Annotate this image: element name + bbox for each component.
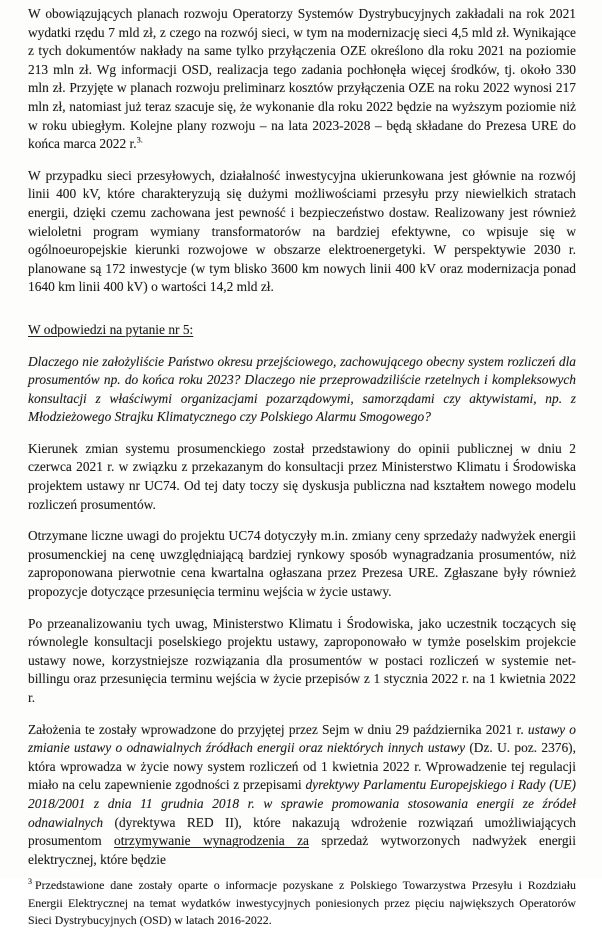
text-segment: W obowiązujących planach rozwoju Operatorzy Systemów Dystrybucyjnych zakładali na rok 2021 wydatki rzędu 7 mld zł, z czego na rozwój sieci, w tym na modernizację sieci 4,5 mld zł. Wynikające z tych dokumentów nakłady na same tylko przyłączenia OZE określono dla roku 2021 na poziomie 213 mln zł. Wg informacji OSD, realizacja tego zadania pochłonęła więcej środków, tj. około 330 mln zł. Przyjęte w planach rozwoju preliminarz kosztów przyłączenia OZE na roku 2022 wynosi 217 mln zł, natomiast już teraz szacuje się, że wykonanie dla roku 2022 będzie na wyższym poziomie niż w roku ubiegłym. Kolejne plany rozwoju – na lata 2023-2028 – będą składane do Prezesa URE do końca marca 2022 r. [28, 6, 576, 152]
text-segment: Założenia te zostały wprowadzone do przyjętej przez Sejm w dniu 29 października 2021 r. [28, 721, 528, 737]
paragraph-uc74-comments [28, 527, 576, 601]
text-segment: W przypadku sieci przesyłowych, działalność inwestycyjna ukierunkowana jest głównie na rozwój linii 400 kV, które charakteryzują się dużymi możliwościami przesyłu przy niewielkich stratach energii, dzięki czemu zachowana jest pewność i bezpieczeństwo dostaw. Realizowany jest również wieloletni program wymiany transformatorów na bardziej efektywne, co wpisuje się w ogólnoeuropejskie kierunki rozwojowe w obszarze elektroenergetyki. W perspektywie 2030 r. planowane są 172 inwestycje (w tym blisko 3600 km nowych linii 400 kV oraz modernizacja ponad 1640 km linii 400 kV) o wartości 14,2 mld zł. [28, 167, 576, 295]
paragraph-question-5-quote [28, 353, 576, 427]
paragraph-osd-investment-plans [28, 5, 576, 154]
text-segment: Dlaczego nie założyliście Państwo okresu przejściowego, zachowującego obecny system rozliczeń dla prosumentów np. do końca roku 2023? Dlaczego nie przeprowadziliście rzetelnych i kompleksowych konsultacji z właściwymi organizacjami pozarządowymi, samorządami czy aktywistami, np. z Młodzieżowego Strajku Klimatycznego czy Polskiego Alarmu Smogowego? [28, 353, 576, 425]
text-segment: (dyrektywa RED II), które nakazują wdrożenie rozwiązań umożliwiających prosumentom [28, 814, 576, 849]
footnote-3 [28, 877, 576, 929]
text-segment: sprzedaż wytworzonych nadwyżek energii elektrycznej, które będzie [28, 833, 576, 867]
text-segment: W odpowiedzi na pytanie nr 5: [28, 321, 194, 337]
footnote-text: Przedstawione dane zostały oparte o informacje pozyskane z Polskiego Towarzystwa Przesyłu i Rozdziału Energii Elektrycznej na temat wydatków inwestycyjnych poniesionych przez pięciu największych Operatorów Sieci Dystrybucyjnych (OSD) w latach 2016-2022. [28, 878, 576, 927]
paragraph-sejm-act-net-billing [28, 721, 576, 870]
text-segment: (Dz. U. poz. 2376), która wprowadza w życie nowy system rozliczeń od 1 kwietnia 2022 r. Wprowadzenie tej regulacji miało na celu zapewnienie zgodności z przepisami [28, 740, 576, 793]
paragraph-prosumer-system-direction [28, 440, 576, 514]
text-segment: dyrektywy Parlamentu Europejskiego i Rady (UE) 2018/2001 z dnia 11 grudnia 2018 r. w sprawie promowania stosowania energii ze źródeł odnawialnych [28, 777, 576, 830]
text-segment: otrzymywanie wynagrodzenia za [114, 833, 309, 849]
text-segment: Kierunek zmian systemu prosumenckiego został przedstawiony do opinii publicznej w dniu 2 czerwca 2021 r. w związku z przekazanym do konsultacji przez Ministerstwo Klimatu i Środowiska projektem ustawy nr UC74. Od tej daty toczy się dyskusja publiczna nad kształtem nowego modelu rozliczeń prosumentów. [28, 440, 576, 512]
paragraph-transmission-networks [28, 167, 576, 297]
text-segment: Otrzymane liczne uwagi do projektu UC74 dotyczyły m.in. zmiany ceny sprzedaży nadwyżek energii prosumenckiej na cenę uwzględniającą bardziej rynkowy sposób wynagradzania prosumentów, niż zaproponowana pierwotnie cena kwartalna ogłaszana przez Prezesa URE. Zgłaszane były również propozycje dotyczące przesunięcia terminu wejścia w życie ustawy. [28, 528, 576, 600]
text-segment: ustawy o zmianie ustawy o odnawialnych źródłach energii oraz niektórych innych ustawy [28, 721, 576, 756]
text-segment: Po przeanalizowaniu tych uwag, Ministerstwo Klimatu i Środowiska, jako uczestnik toczących się równolegle konsultacji poselskiego projektu ustawy, zaproponowało w tymże poselskim projekcie ustawy nowe, korzystniejsze rozwiązania dla prosumentów w postaci rozliczeń w systemie net-billingu oraz przesunięcia terminu wejścia w życie przepisów z 1 stycznia 2022 r. na 1 kwietnia 2022 r. [28, 615, 576, 705]
section-heading-answer-question-5 [28, 321, 576, 340]
text-segment: 3. [136, 135, 143, 145]
footnote-marker: 3 [28, 877, 33, 887]
paragraph-ministry-proposal [28, 615, 576, 708]
